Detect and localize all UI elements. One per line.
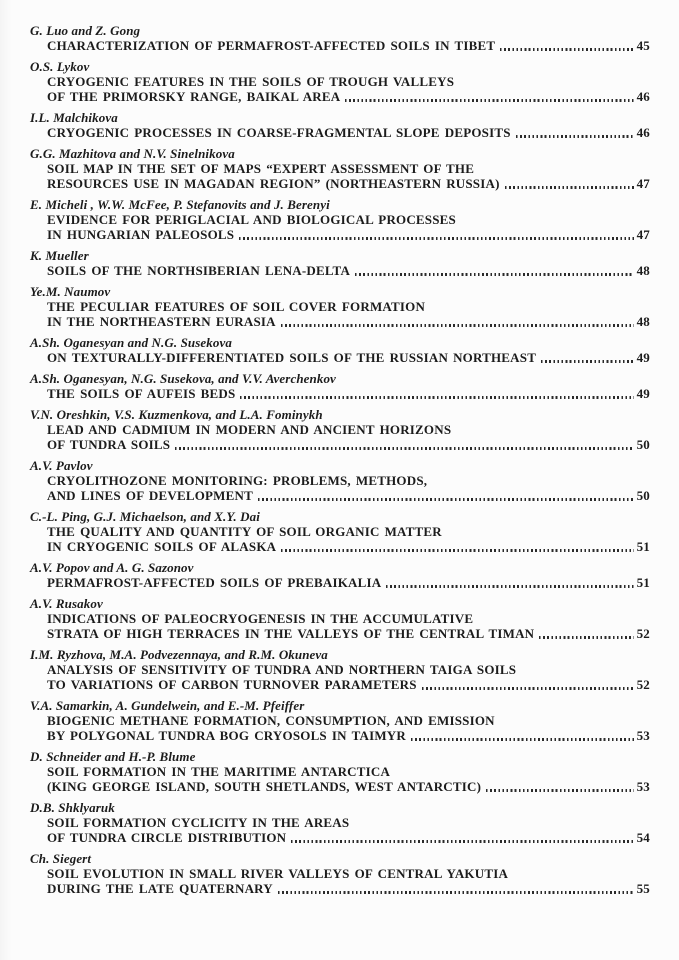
dot-leader [386,585,633,587]
entry-title-line [47,539,650,554]
dot-leader [175,447,633,449]
entry-title-line [47,38,650,53]
dot-leader [516,135,634,137]
entry-title-text: AND LINES OF DEVELOPMENT [47,488,253,503]
entry-authors: Ch. Siegert [30,851,92,866]
dot-leader [500,48,633,50]
dot-leader [411,738,634,740]
entry-authors: C.-L. Ping, G.J. Michaelson, and X.Y. Dai [30,509,260,524]
entry-title-line [47,662,650,677]
dot-leader [291,840,633,842]
toc-entry [30,851,650,896]
dot-leader [355,273,634,275]
entry-title-text: IN THE NORTHEASTERN EURASIA [47,314,276,329]
entry-title-lines [30,263,650,278]
entry-title-text: OF TUNDRA SOILS [47,437,171,452]
entry-page-number: 48 [636,263,650,278]
entry-title-lines [30,815,650,845]
entry-title-line [47,161,650,176]
entry-authors: E. Micheli , W.W. McFee, P. Stefanovits and J. Berenyi [30,197,330,212]
entry-title-lines [30,386,650,401]
entry-title-line [47,74,650,89]
toc-entry [30,509,650,554]
entry-page-number: 51 [636,539,650,554]
entry-authors: G.G. Mazhitova and N.V. Sinelnikova [30,146,235,161]
entry-page-number: 47 [636,176,650,191]
dot-leader [281,324,634,326]
entry-authors: V.A. Samarkin, A. Gundelwein, and E.-M. Pfeiffer [30,698,305,713]
entry-title-line [47,524,650,539]
toc-entry [30,560,650,590]
toc-entry [30,197,650,242]
entry-title-lines [30,212,650,242]
entry-authors: D.B. Shklyaruk [30,800,115,815]
toc-entry [30,407,650,452]
entry-title-text: BY POLYGONAL TUNDRA BOG CRYOSOLS IN TAIMYR [47,728,406,743]
entry-authors: D. Schneider and H.-P. Blume [30,749,196,764]
toc-entry [30,335,650,365]
entry-title-line [47,473,650,488]
entry-page-number: 50 [636,437,650,452]
entry-title-line [47,779,650,794]
entry-page-number: 49 [636,386,650,401]
entry-title-lines [30,422,650,452]
toc-entry [30,458,650,503]
entry-title-text: CRYOGENIC FEATURES IN THE SOILS OF TROUGH VALLEYS [47,74,455,89]
entry-title-text: THE PECULIAR FEATURES OF SOIL COVER FORMATION [47,299,426,314]
entry-title-text: EVIDENCE FOR PERIGLACIAL AND BIOLOGICAL PROCESSES [47,212,456,227]
entry-title-line [47,626,650,641]
entry-title-lines [30,350,650,365]
entry-title-line [47,350,650,365]
entry-title-line [47,866,650,881]
entry-title-lines [30,38,650,53]
toc-entry [30,59,650,104]
entry-authors: K. Mueller [30,248,89,263]
dot-leader [240,396,633,398]
entry-title-text: LEAD AND CADMIUM IN MODERN AND ANCIENT HORIZONS [47,422,452,437]
entry-page-number: 46 [636,125,650,140]
entry-title-text: DURING THE LATE QUATERNARY [47,881,273,896]
entry-title-line [47,437,650,452]
entry-title-line [47,125,650,140]
toc-entry [30,596,650,641]
toc-entry [30,284,650,329]
entry-title-text: IN HUNGARIAN PALEOSOLS [47,227,235,242]
entry-page-number: 53 [636,779,650,794]
entry-title-text: SOIL FORMATION IN THE MARITIME ANTARCTICA [47,764,391,779]
entry-title-text: ON TEXTURALLY-DIFFERENTIATED SOILS OF THE RUSSIAN NORTHEAST [47,350,537,365]
dot-leader [486,789,633,791]
entry-title-lines [30,524,650,554]
dot-leader [541,360,634,362]
toc-entry [30,110,650,140]
entry-title-line [47,575,650,590]
entry-authors: Ye.M. Naumov [30,284,111,299]
entry-title-text: RESOURCES USE IN MAGADAN REGION” (NORTHEASTERN RUSSIA) [47,176,500,191]
dot-leader [258,498,634,500]
entry-page-number: 47 [636,227,650,242]
entry-title-line [47,728,650,743]
entry-title-line [47,227,650,242]
entry-authors: A.Sh. Oganesyan, N.G. Susekova, and V.V. Averchenkov [30,371,336,386]
entry-authors: I.L. Malchikova [30,110,118,125]
toc-entry [30,647,650,692]
toc-entry [30,146,650,191]
entry-title-line [47,212,650,227]
entry-title-text: INDICATIONS OF PALEOCRYOGENESIS IN THE ACCUMULATIVE [47,611,474,626]
dot-leader [422,687,634,689]
dot-leader [345,99,633,101]
entry-title-text: STRATA OF HIGH TERRACES IN THE VALLEYS OF THE CENTRAL TIMAN [47,626,535,641]
entry-title-line [47,386,650,401]
entry-title-lines [30,866,650,896]
entry-title-text: ANALYSIS OF SENSITIVITY OF TUNDRA AND NORTHERN TAIGA SOILS [47,662,517,677]
dot-leader [278,891,634,893]
entry-title-text: SOILS OF THE NORTHSIBERIAN LENA-DELTA [47,263,351,278]
entry-authors: A.Sh. Oganesyan and N.G. Susekova [30,335,232,350]
entry-authors: A.V. Popov and A. G. Sazonov [30,560,194,575]
entry-title-text: OF TUNDRA CIRCLE DISTRIBUTION [47,830,287,845]
entry-title-text: BIOGENIC METHANE FORMATION, CONSUMPTION, AND EMISSION [47,713,495,728]
dot-leader [505,186,634,188]
dot-leader [281,549,633,551]
entry-page-number: 52 [636,677,650,692]
entry-page-number: 49 [636,350,650,365]
entry-title-text: SOIL FORMATION CYCLICITY IN THE AREAS [47,815,350,830]
entry-title-line [47,314,650,329]
entry-title-line [47,89,650,104]
toc-entry [30,371,650,401]
entry-title-text: THE QUALITY AND QUANTITY OF SOIL ORGANIC MATTER [47,524,442,539]
entry-authors: I.M. Ryzhova, M.A. Podvezennaya, and R.M. Okuneva [30,647,328,662]
entry-title-text: SOIL MAP IN THE SET OF MAPS “EXPERT ASSESSMENT OF THE [47,161,475,176]
entry-authors: G. Luo and Z. Gong [30,23,141,38]
entry-title-line [47,176,650,191]
entry-title-lines [30,161,650,191]
entry-title-line [47,713,650,728]
dot-leader [539,636,633,638]
entry-title-lines [30,575,650,590]
entry-page-number: 53 [636,728,650,743]
entry-authors: V.N. Oreshkin, V.S. Kuzmenkova, and L.A. Fominykh [30,407,323,422]
entry-title-lines [30,125,650,140]
entry-title-lines [30,74,650,104]
entry-title-line [47,815,650,830]
toc-entry [30,749,650,794]
entry-title-line [47,830,650,845]
entry-title-lines [30,764,650,794]
entry-title-text: IN CRYOGENIC SOILS OF ALASKA [47,539,277,554]
entry-title-lines [30,473,650,503]
entry-title-text: OF THE PRIMORSKY RANGE, BAIKAL AREA [47,89,341,104]
entry-title-text: CRYOGENIC PROCESSES IN COARSE-FRAGMENTAL SLOPE DEPOSITS [47,125,511,140]
entry-title-text: CHARACTERIZATION OF PERMAFROST-AFFECTED SOILS IN TIBET [47,38,496,53]
entry-page-number: 45 [636,38,650,53]
entry-page-number: 54 [636,830,650,845]
entry-page-number: 50 [636,488,650,503]
entry-title-line [47,764,650,779]
entry-title-text: PERMAFROST-AFFECTED SOILS OF PREBAIKALIA [47,575,382,590]
entry-title-text: SOIL EVOLUTION IN SMALL RIVER VALLEYS OF CENTRAL YAKUTIA [47,866,509,881]
entry-title-line [47,299,650,314]
toc-entry [30,800,650,845]
entry-title-lines [30,662,650,692]
entry-title-text: TO VARIATIONS OF CARBON TURNOVER PARAMETERS [47,677,417,692]
entry-page-number: 48 [636,314,650,329]
entry-title-line [47,422,650,437]
entry-page-number: 52 [636,626,650,641]
dot-leader [239,237,633,239]
toc-entry [30,698,650,743]
entry-authors: A.V. Pavlov [30,458,93,473]
entry-title-lines [30,611,650,641]
toc-list [30,23,650,896]
entry-title-lines [30,713,650,743]
entry-title-text: CRYOLITHOZONE MONITORING: PROBLEMS, METHODS, [47,473,428,488]
entry-page-number: 51 [636,575,650,590]
entry-title-text: (KING GEORGE ISLAND, SOUTH SHETLANDS, WEST ANTARCTIC) [47,779,482,794]
entry-title-line [47,881,650,896]
entry-title-line [47,263,650,278]
entry-page-number: 46 [636,89,650,104]
entry-authors: O.S. Lykov [30,59,90,74]
entry-title-line [47,611,650,626]
entry-page-number: 55 [636,881,650,896]
entry-title-text: THE SOILS OF AUFEIS BEDS [47,386,236,401]
entry-title-line [47,488,650,503]
toc-entry [30,23,650,53]
toc-entry [30,248,650,278]
entry-title-line [47,677,650,692]
entry-authors: A.V. Rusakov [30,596,103,611]
entry-title-lines [30,299,650,329]
